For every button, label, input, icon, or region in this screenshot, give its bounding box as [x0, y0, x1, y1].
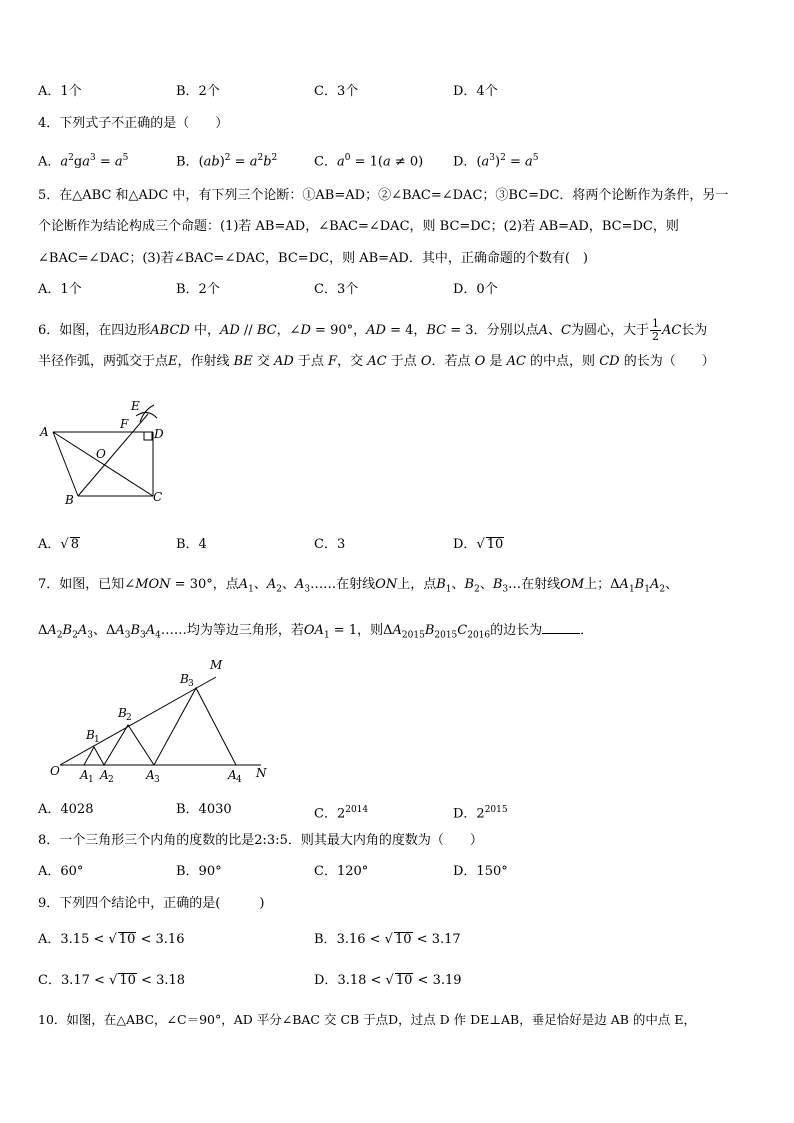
q7-line-2: $\Delta A_2B_2A_3$、$\Delta A_3B_3A_4\dots\dots$均为等边三角形，若$OA_1 = 1$，则$\Delta A_{2015}B_{2015}C_{2016}$的边长为 ． [38, 623, 594, 641]
point-label-b: B [65, 493, 74, 507]
ray-label-m: M [210, 658, 223, 672]
q6-line-2: 半径作弧，两弧交于点E，作射线 BE 交 AD 于点 F，交 AC 于点 O．若点 O 是 AC 的中点，则 CD 的长为（ ） [38, 354, 715, 369]
q6-option-a: A．√ 8 [38, 537, 79, 552]
q9-option-a: A．3.15 < √ 10 < 3.16 [38, 932, 185, 947]
point-label-o: O [96, 447, 106, 461]
q4-option-c: C．$a^0 = 1(a \ne 0)$ [314, 153, 424, 170]
point-label-a4: A [228, 768, 237, 782]
q3-option-c: C．3个 [314, 84, 359, 99]
point-label-f: F [120, 417, 129, 431]
q3-option-b: B．2个 [176, 84, 220, 99]
svg-text:1: 1 [94, 735, 100, 745]
q4-option-d: D．$(a^3)^2 = a^5$ [453, 153, 539, 170]
svg-text:4: 4 [236, 775, 242, 785]
q3-option-d: D．4个 [453, 84, 498, 99]
q5-line-1: 5．在△ABC 和△ADC 中，有下列三个论断：①AB=AD；②∠BAC=∠DAC；③BC=DC．将两个论断作为条件，另一 [38, 188, 729, 203]
svg-text:3: 3 [154, 775, 160, 785]
q4-option-b: B．$(ab)^2 = a^2b^2$ [176, 153, 278, 170]
point-label-a2: A [100, 768, 109, 782]
q8-option-d: D．150° [453, 864, 508, 879]
q7-option-a: A．4028 [38, 802, 94, 817]
q9-option-d: D．3.18 < √ 10 < 3.19 [314, 973, 462, 988]
q5-option-c: C．3个 [314, 282, 359, 297]
q5-line-2: 个论断作为结论构成三个命题：(1)若 AB=AD，∠BAC=∠DAC，则 BC=DC；(2)若 AB=AD，BC=DC，则 [38, 219, 679, 234]
point-label-e: E [131, 399, 140, 413]
q5-line-3: ∠BAC=∠DAC；(3)若∠BAC=∠DAC，BC=DC，则 AB=AD．其中，正确命题的个数有( ) [38, 251, 588, 266]
q9-option-c: C．3.17 < √ 10 < 3.18 [38, 973, 186, 988]
q7-line-1: 7．如图，已知∠MON = 30°，点$A_1$、$A_2$、$A_3\dots\dots$在射线ON上，点$B_1$、$B_2$、$B_3\dots$在射线OM上；$\Delta A_1B_1A_2$、 [38, 577, 679, 595]
point-label-a3: A [146, 768, 155, 782]
quadrilateral-figure [36, 396, 166, 508]
q9-stem: 9．下列四个结论中，正确的是( ) [38, 896, 265, 911]
q8-option-c: C．120° [314, 864, 369, 879]
q4-stem: 4．下列式子不正确的是（ ） [38, 116, 229, 131]
q6-line-1: 6．如图，在四边形ABCD 中，AD // BC，∠D = 90°，AD = 4，BC = 3．分别以点A、C为圆心，大于 $\frac{1}{2}$ AC长为 [38, 317, 708, 343]
q7-option-c: C．$2^{2014}$ [314, 805, 369, 822]
q8-stem: 8．一个三角形三个内角的度数的比是2:3:5．则其最大内角的度数为（ ） [38, 833, 483, 848]
ray-label-n: N [256, 766, 267, 780]
q6-option-d: D．√ 10 [453, 537, 504, 552]
point-label-a1: A [80, 768, 89, 782]
q8-option-a: A．60° [38, 864, 84, 879]
svg-text:1: 1 [88, 775, 94, 785]
equilateral-triangles-figure [46, 655, 276, 785]
q6-option-c: C．3 [314, 537, 346, 552]
svg-text:2: 2 [108, 775, 114, 785]
point-label-c: C [153, 490, 163, 504]
point-label-o: O [50, 764, 60, 778]
point-label-a: A [40, 425, 49, 439]
q7-option-b: B．4030 [176, 802, 232, 817]
svg-text:3: 3 [188, 679, 194, 689]
q7-option-d: D．$2^{2015}$ [453, 805, 508, 822]
point-label-d: D [154, 427, 164, 441]
q3-option-a: A．1个 [38, 84, 82, 99]
q10-line-1: 10．如图，在△ABC，∠C＝90°，AD 平分∠BAC 交 CB 于点D，过点 D 作 DE⊥AB，垂足恰好是边 AB 的中点 E， [38, 1012, 697, 1027]
point-label-b1: B [86, 728, 95, 742]
svg-text:2: 2 [126, 713, 132, 723]
q6-option-b: B．4 [176, 537, 207, 552]
point-label-b3: B [180, 672, 189, 686]
q5-option-b: B．2个 [176, 282, 220, 297]
q8-option-b: B．90° [176, 864, 222, 879]
point-label-b2: B [118, 706, 127, 720]
q5-option-a: A．1个 [38, 282, 82, 297]
q9-option-b: B．3.16 < √ 10 < 3.17 [314, 932, 461, 947]
q4-option-a: A．$a^2ga^3 = a^5$ [38, 153, 129, 170]
q5-option-d: D．0个 [453, 282, 498, 297]
